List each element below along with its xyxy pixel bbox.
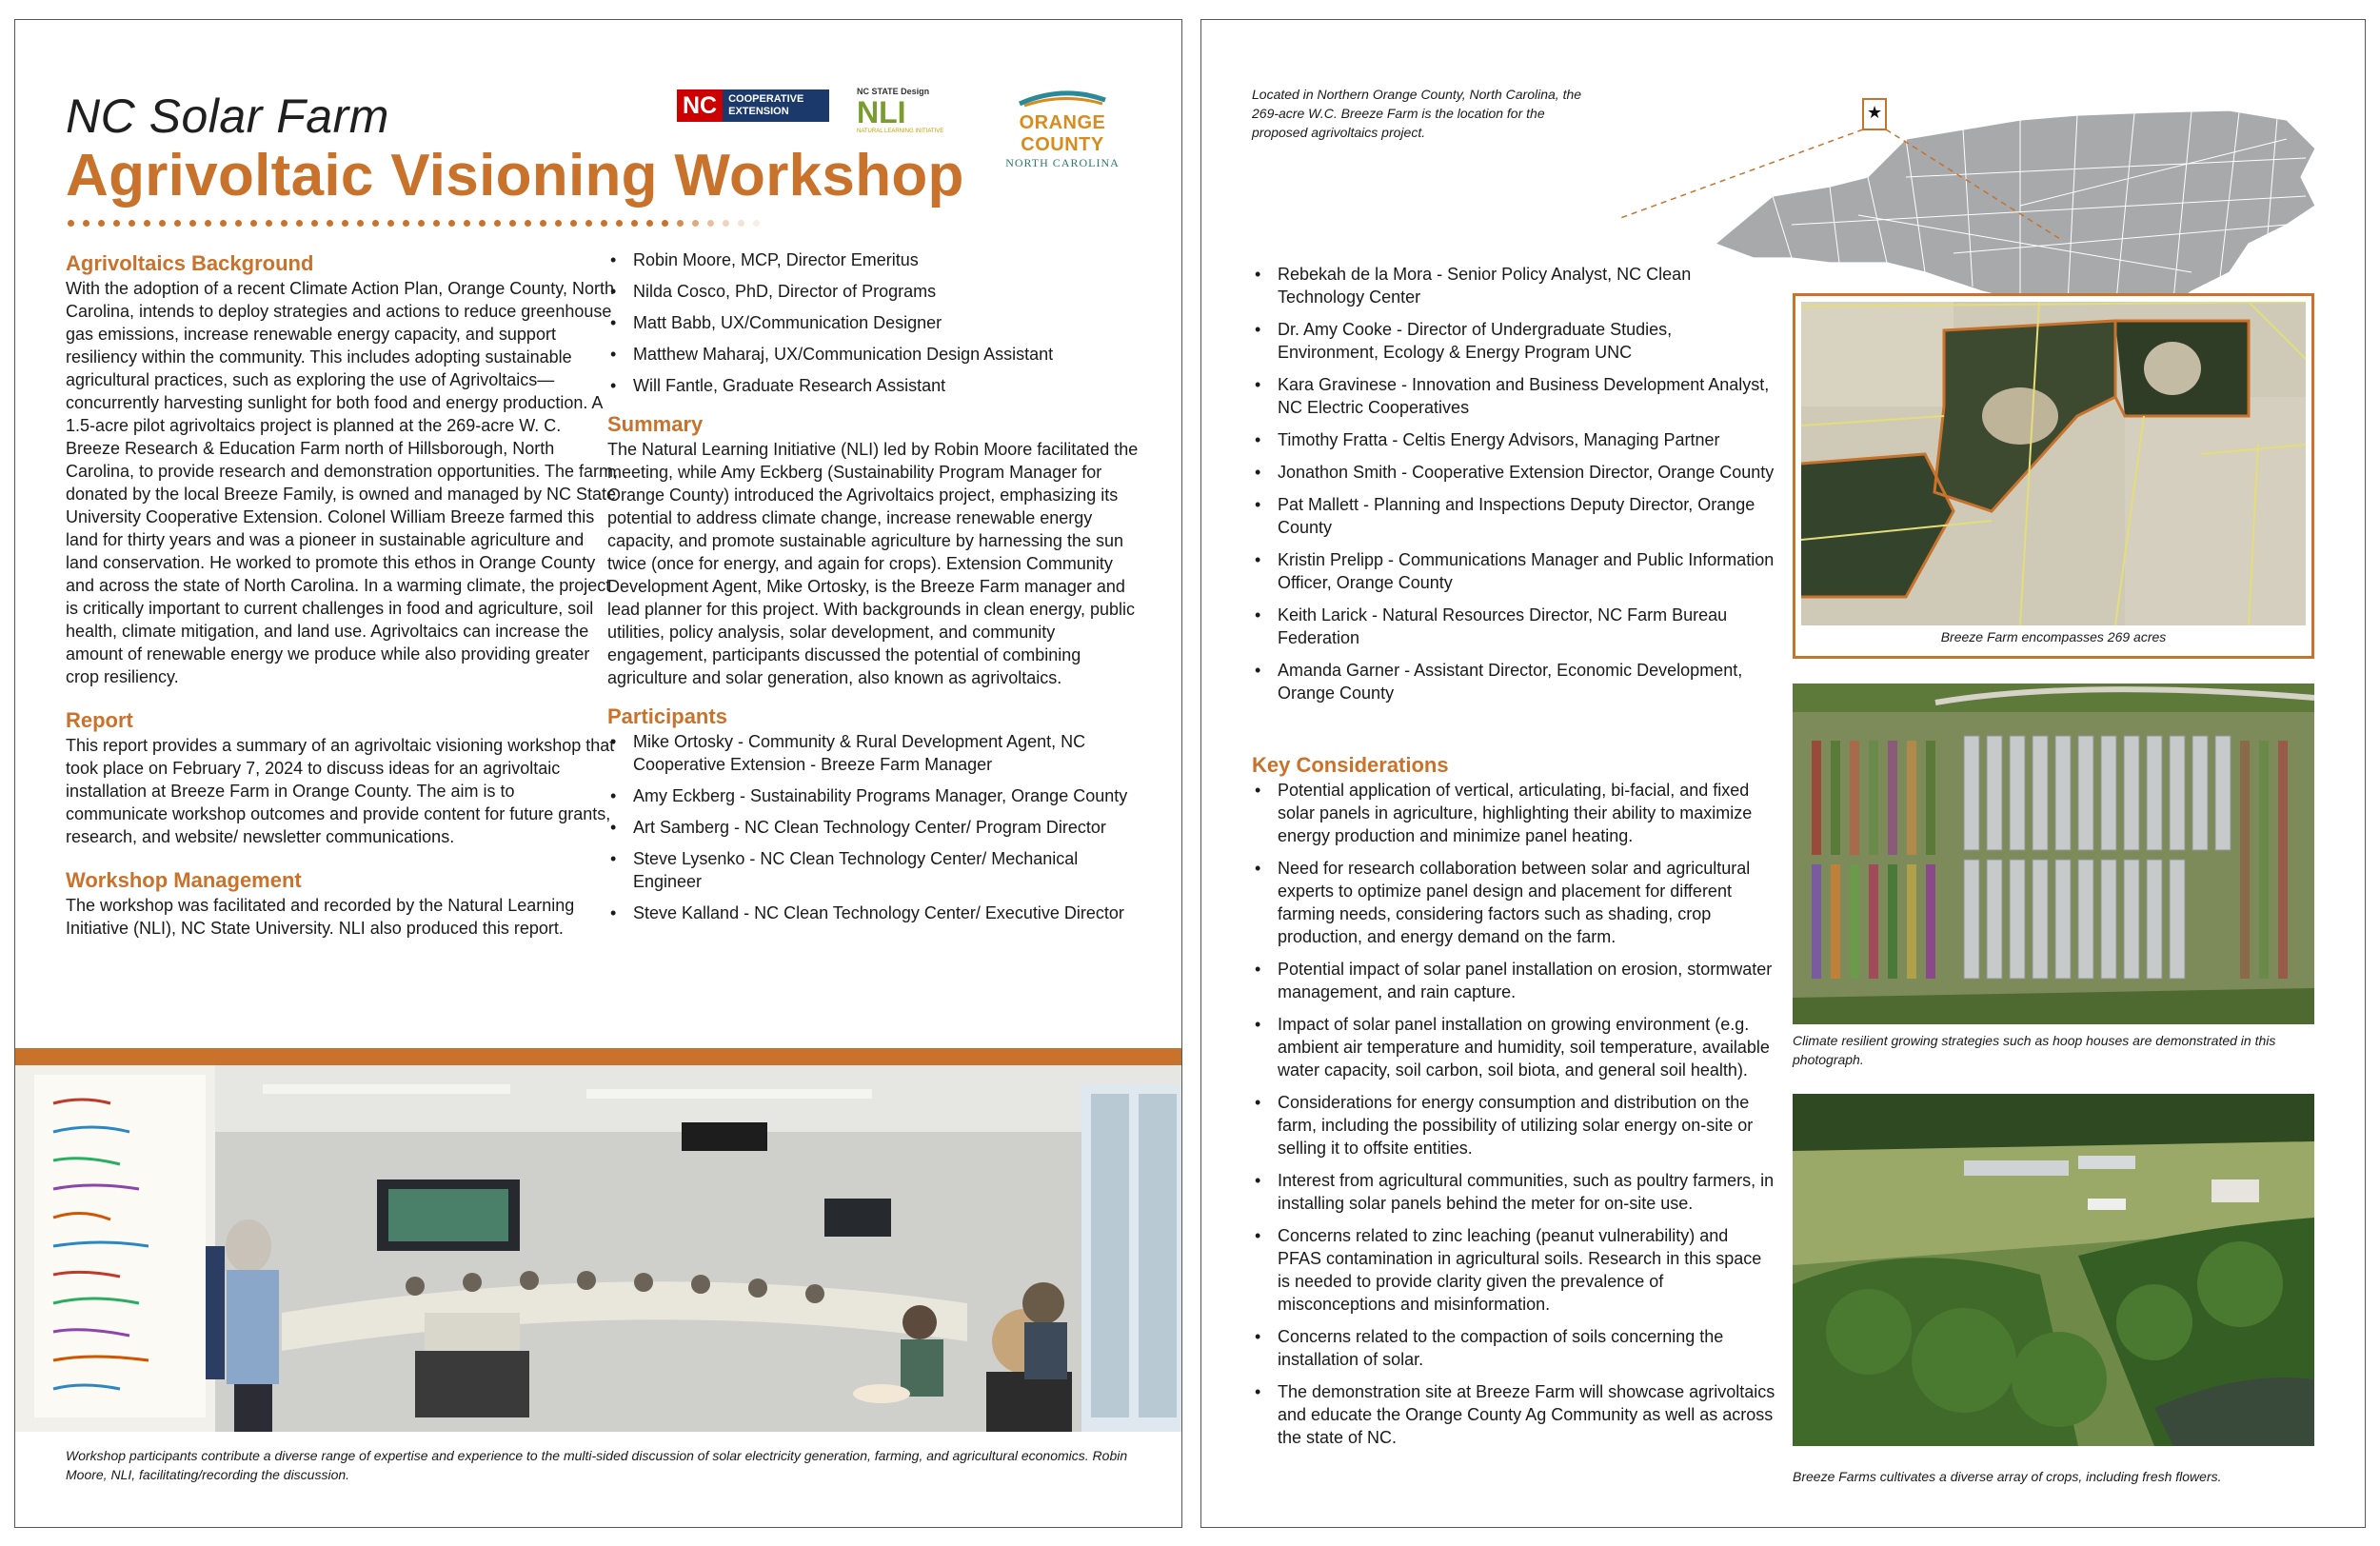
list-item: • Potential application of vertical, articulating, bi-facial, and fixed solar panels in agriculture, highlighting their ability to maximize energy production and minimize panel heating. [1252,779,1775,847]
list-item: • Matt Babb, UX/Communication Designer [607,311,1140,334]
list-item: • Interest from agricultural communities, such as poultry farmers, in installing solar panels behind the meter for on-site use. [1252,1169,1775,1215]
hoop-houses-photo [1793,684,2314,1024]
page-right [1200,19,2366,1528]
nli-team-list-section [607,248,1140,397]
orange-divider-bar [15,1048,1181,1065]
list-item: • Need for research collaboration between solar and agricultural experts to optimize panel design and placement for different farming needs, considering factors such as shading, crop production, and energy demand on the farm. [1252,857,1775,948]
workshop-photo-caption: Workshop participants contribute a diverse range of expertise and experience to the multi-sided discussion of solar electricity generation, farming, and agricultural economics. Robin Moore, NLI, facilitating/recording the discussion. [66,1448,1128,1482]
orange-county-logo: ORANGE COUNTY NORTH CAROLINA [977,89,1148,170]
farm-landscape-photo [1793,1094,2314,1446]
list-item: • Timothy Fratta - Celtis Energy Advisors, Managing Partner [1252,428,1775,451]
section-report [66,708,618,848]
list-item: • Robin Moore, MCP, Director Emeritus [607,248,1140,271]
list-item: • Impact of solar panel installation on growing environment (e.g. ambient air temperature and humidity, soil temperature, available water capacity, soil carbon, soil biota, and general soil health). [1252,1013,1775,1081]
nli-team-list [607,248,1140,397]
section-participants [607,704,1140,924]
list-item: • Pat Mallett - Planning and Inspections Deputy Director, Orange County [1252,493,1775,539]
heading-report: Report [66,708,133,732]
list-item: • The demonstration site at Breeze Farm will showcase agrivoltaics and educate the Orange County Ag Community as well as across the state of NC. [1252,1380,1775,1449]
nli-logo: NC STATE Design NLI NATURAL LEARNING INITIATIVE [857,87,944,134]
list-item: • Steve Kalland - NC Clean Technology Center/ Executive Director [607,902,1140,924]
list-item: • Nilda Cosco, PhD, Director of Programs [607,280,1140,303]
list-item: • Rebekah de la Mora - Senior Policy Analyst, NC Clean Technology Center [1252,263,1775,308]
participants-continued-column [1252,263,1775,714]
list-item: • Keith Larick - Natural Resources Director, NC Farm Bureau Federation [1252,604,1775,649]
heading-key-considerations: Key Considerations [1252,753,1449,777]
aerial-caption: Breeze Farm encompasses 269 acres [1940,629,2167,644]
list-item: • Dr. Amy Cooke - Director of Undergraduate Studies, Environment, Ecology & Energy Program UNC [1252,318,1775,364]
hoop-houses-caption: Climate resilient growing strategies such as hoop houses are demonstrated in this photograph. [1793,1033,2276,1067]
title-dot-divider [68,220,760,227]
left-column [66,251,618,960]
list-item: • Mike Ortosky - Community & Rural Development Agent, NC Cooperative Extension - Breeze Farm Manager [607,730,1140,776]
key-considerations-list [1252,779,1775,1449]
middle-column [607,248,1140,940]
workshop-management-text: The workshop was facilitated and recorded by the Natural Learning Initiative (NLI), NC State University. NLI also produced this report. [66,896,575,938]
workshop-photo [15,1065,1181,1432]
section-summary [607,412,1140,689]
aerial-farm-map [1793,293,2314,659]
list-item: • Amanda Garner - Assistant Director, Economic Development, Orange County [1252,659,1775,704]
summary-text: The Natural Learning Initiative (NLI) led by Robin Moore facilitated the meeting, while Amy Eckberg (Sustainability Program Manager for Orange County) introduced the Agrivoltaics project, emphasizing its potential to address climate change, increase renewable energy capacity, and promote sustainable agriculture by harnessing the sun twice (once for energy, and again for crops). Extension Community Development Agent, Mike Ortosky, is the Breeze Farm manager and lead planner for this project. With backgrounds in clean energy, public utilities, policy analysis, solar development, and community engagement, participants discussed the potential of combining agriculture and solar generation, also known as agrivoltaics. [607,440,1139,687]
list-item: • Concerns related to zinc leaching (peanut vulnerability) and PFAS contamination in agricultural soils. Research in this space is needed to provide clarity given the prevalence of misconceptions and misinformation. [1252,1224,1775,1316]
list-item: • Will Fantle, Graduate Research Assistant [607,374,1140,397]
participants-list-continued [1252,263,1775,704]
page-left [14,19,1182,1528]
farm-landscape-caption: Breeze Farms cultivates a diverse array of crops, including fresh flowers. [1793,1469,2222,1484]
heading-workshop-management: Workshop Management [66,868,302,892]
report-text: This report provides a summary of an agrivoltaic visioning workshop that took place on February 7, 2024 to discuss ideas for an agrivoltaic installation at Breeze Farm in Orange County. The aim is to communicate workshop outcomes and provide content for future grants, research, and website/ newsletter communications. [66,736,615,846]
background-text: With the adoption of a recent Climate Action Plan, Orange County, North Carolina, intends to deploy strategies and actions to reduce greenhouse gas emissions, increase renewable energy capacity, and support resiliency within the community. This includes adopting sustainable agricultural practices, such as exploring the use of Agrivoltaics—concurrently harvesting sunlight for both food and energy production. A 1.5-acre pilot agrivoltaics project is planned at the 269-acre W. C. Breeze Research & Education Farm north of Hillsborough, North Carolina, to provide research and demonstration opportunities. The farm, donated by the local Breeze Family, is owned and managed by NC State University Cooperative Extension. Colonel William Breeze farmed this land for thirty years and was a pioneer in sustainable agriculture and land conservation. He worked to promote this ethos in Orange County and across the state of North Carolina. In a warming climate, the project is critically important to current challenges in food and agriculture, soil health, climate mitigation, and land use. Agrivoltaics can increase the amount of renewable energy we produce while also providing greater crop resiliency. [66,279,618,686]
section-background [66,251,618,688]
svg-text:★: ★ [1867,103,1883,123]
list-item: • Matthew Maharaj, UX/Communication Design Assistant [607,343,1140,366]
participants-list [607,730,1140,924]
cooperative-extension-logo: NC COOPERATIVE EXTENSION [677,89,829,122]
title-line-2: Agrivoltaic Visioning Workshop [66,143,964,208]
list-item: • Kara Gravinese - Innovation and Business Development Analyst, NC Electric Cooperatives [1252,373,1775,419]
list-item: • Kristin Prelipp - Communications Manager and Public Information Officer, Orange County [1252,548,1775,594]
heading-summary: Summary [607,412,704,436]
heading-participants: Participants [607,704,727,728]
list-item: • Art Samberg - NC Clean Technology Center/ Program Director [607,816,1140,839]
key-considerations-column [1252,753,1775,1458]
list-item: • Potential impact of solar panel installation on erosion, stormwater management, and rain capture. [1252,958,1775,1003]
title-line-1: NC Solar Farm [66,89,389,143]
map-caption: Located in Northern Orange County, North Carolina, the 269-acre W.C. Breeze Farm is the location for the proposed agrivoltaics project. [1252,87,1582,140]
list-item: • Amy Eckberg - Sustainability Programs Manager, Orange County [607,784,1140,807]
list-item: • Concerns related to the compaction of soils concerning the installation of solar. [1252,1325,1775,1371]
list-item: • Steve Lysenko - NC Clean Technology Center/ Mechanical Engineer [607,847,1140,893]
list-item: • Considerations for energy consumption and distribution on the farm, including the possibility of utilizing solar energy on-site or selling it to offsite entities. [1252,1091,1775,1160]
heading-background: Agrivoltaics Background [66,251,314,275]
list-item: • Jonathon Smith - Cooperative Extension Director, Orange County [1252,461,1775,484]
aerial-farm-image [1801,302,2306,625]
section-workshop-management [66,868,618,940]
